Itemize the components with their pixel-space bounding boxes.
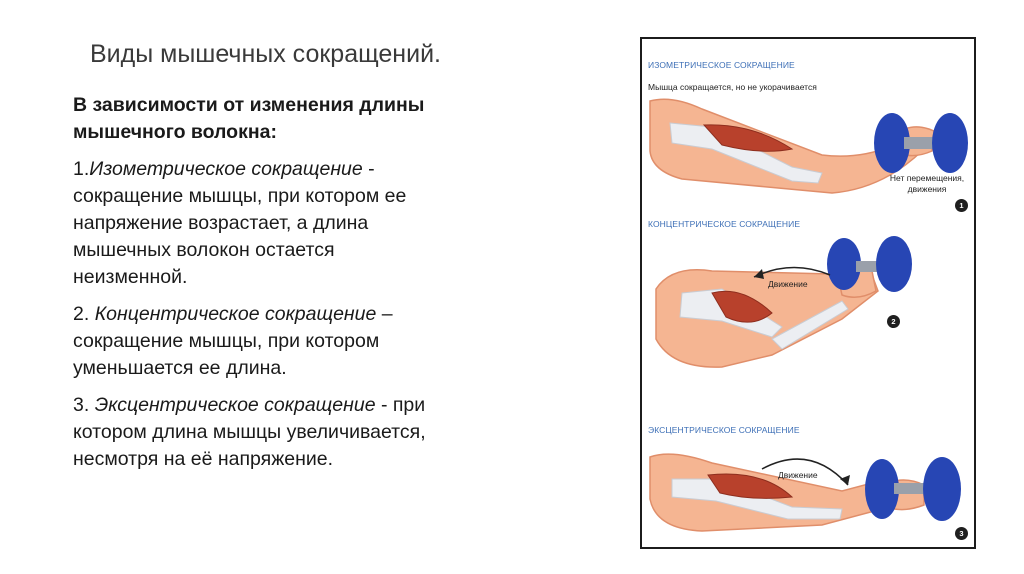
muscle-contraction-figure — [640, 37, 976, 549]
item-number: 2. — [73, 303, 95, 325]
list-item-isometric — [73, 156, 443, 291]
eccentric-arm-illustration — [650, 454, 961, 531]
panel-2-movement-label: Движение — [768, 279, 808, 289]
note-line: Нет перемещения, — [889, 173, 965, 183]
slide-body — [73, 92, 443, 483]
item-number: 1. — [73, 158, 90, 180]
item-definition: – сокращение мышцы, при котором уменьшается ее длина. — [73, 303, 393, 379]
slide-title: Виды мышечных сокращений. — [90, 40, 441, 68]
item-definition: - при котором длина мышцы увеличивается, несмотря на её напряжение. — [73, 394, 426, 470]
item-term: Изометрическое сокращение — [89, 158, 363, 180]
panel-3-movement-label: Движение — [778, 470, 818, 480]
panel-1-note — [882, 173, 972, 195]
list-item-eccentric — [73, 392, 443, 473]
note-line: движения — [907, 184, 947, 194]
panel-2-caption: КОНЦЕНТРИЧЕСКОЕ СОКРАЩЕНИЕ — [648, 219, 801, 229]
panel-3-number: 3 — [955, 527, 968, 540]
panel-2-number: 2 — [887, 315, 900, 328]
intro-text: В зависимости от изменения длины мышечного волокна: — [73, 94, 425, 143]
panel-3-caption: ЭКСЦЕНТРИЧЕСКОЕ СОКРАЩЕНИЕ — [648, 425, 800, 435]
panel-1-number: 1 — [955, 199, 968, 212]
item-term: Эксцентрическое сокращение — [94, 394, 376, 416]
concentric-arm-illustration — [656, 236, 912, 367]
item-term: Концентрическое сокращение — [94, 303, 377, 325]
panel-1-caption: ИЗОМЕТРИЧЕСКОЕ СОКРАЩЕНИЕ — [648, 60, 795, 70]
panel-1-subtitle: Мышца сокращается, но не укорачивается — [648, 82, 817, 92]
item-number: 3. — [73, 394, 95, 416]
list-item-concentric — [73, 301, 443, 382]
item-definition: - сокращение мышцы, при котором ее напряжение возрастает, а длина мышечных волокон остается неизменной. — [73, 158, 407, 288]
